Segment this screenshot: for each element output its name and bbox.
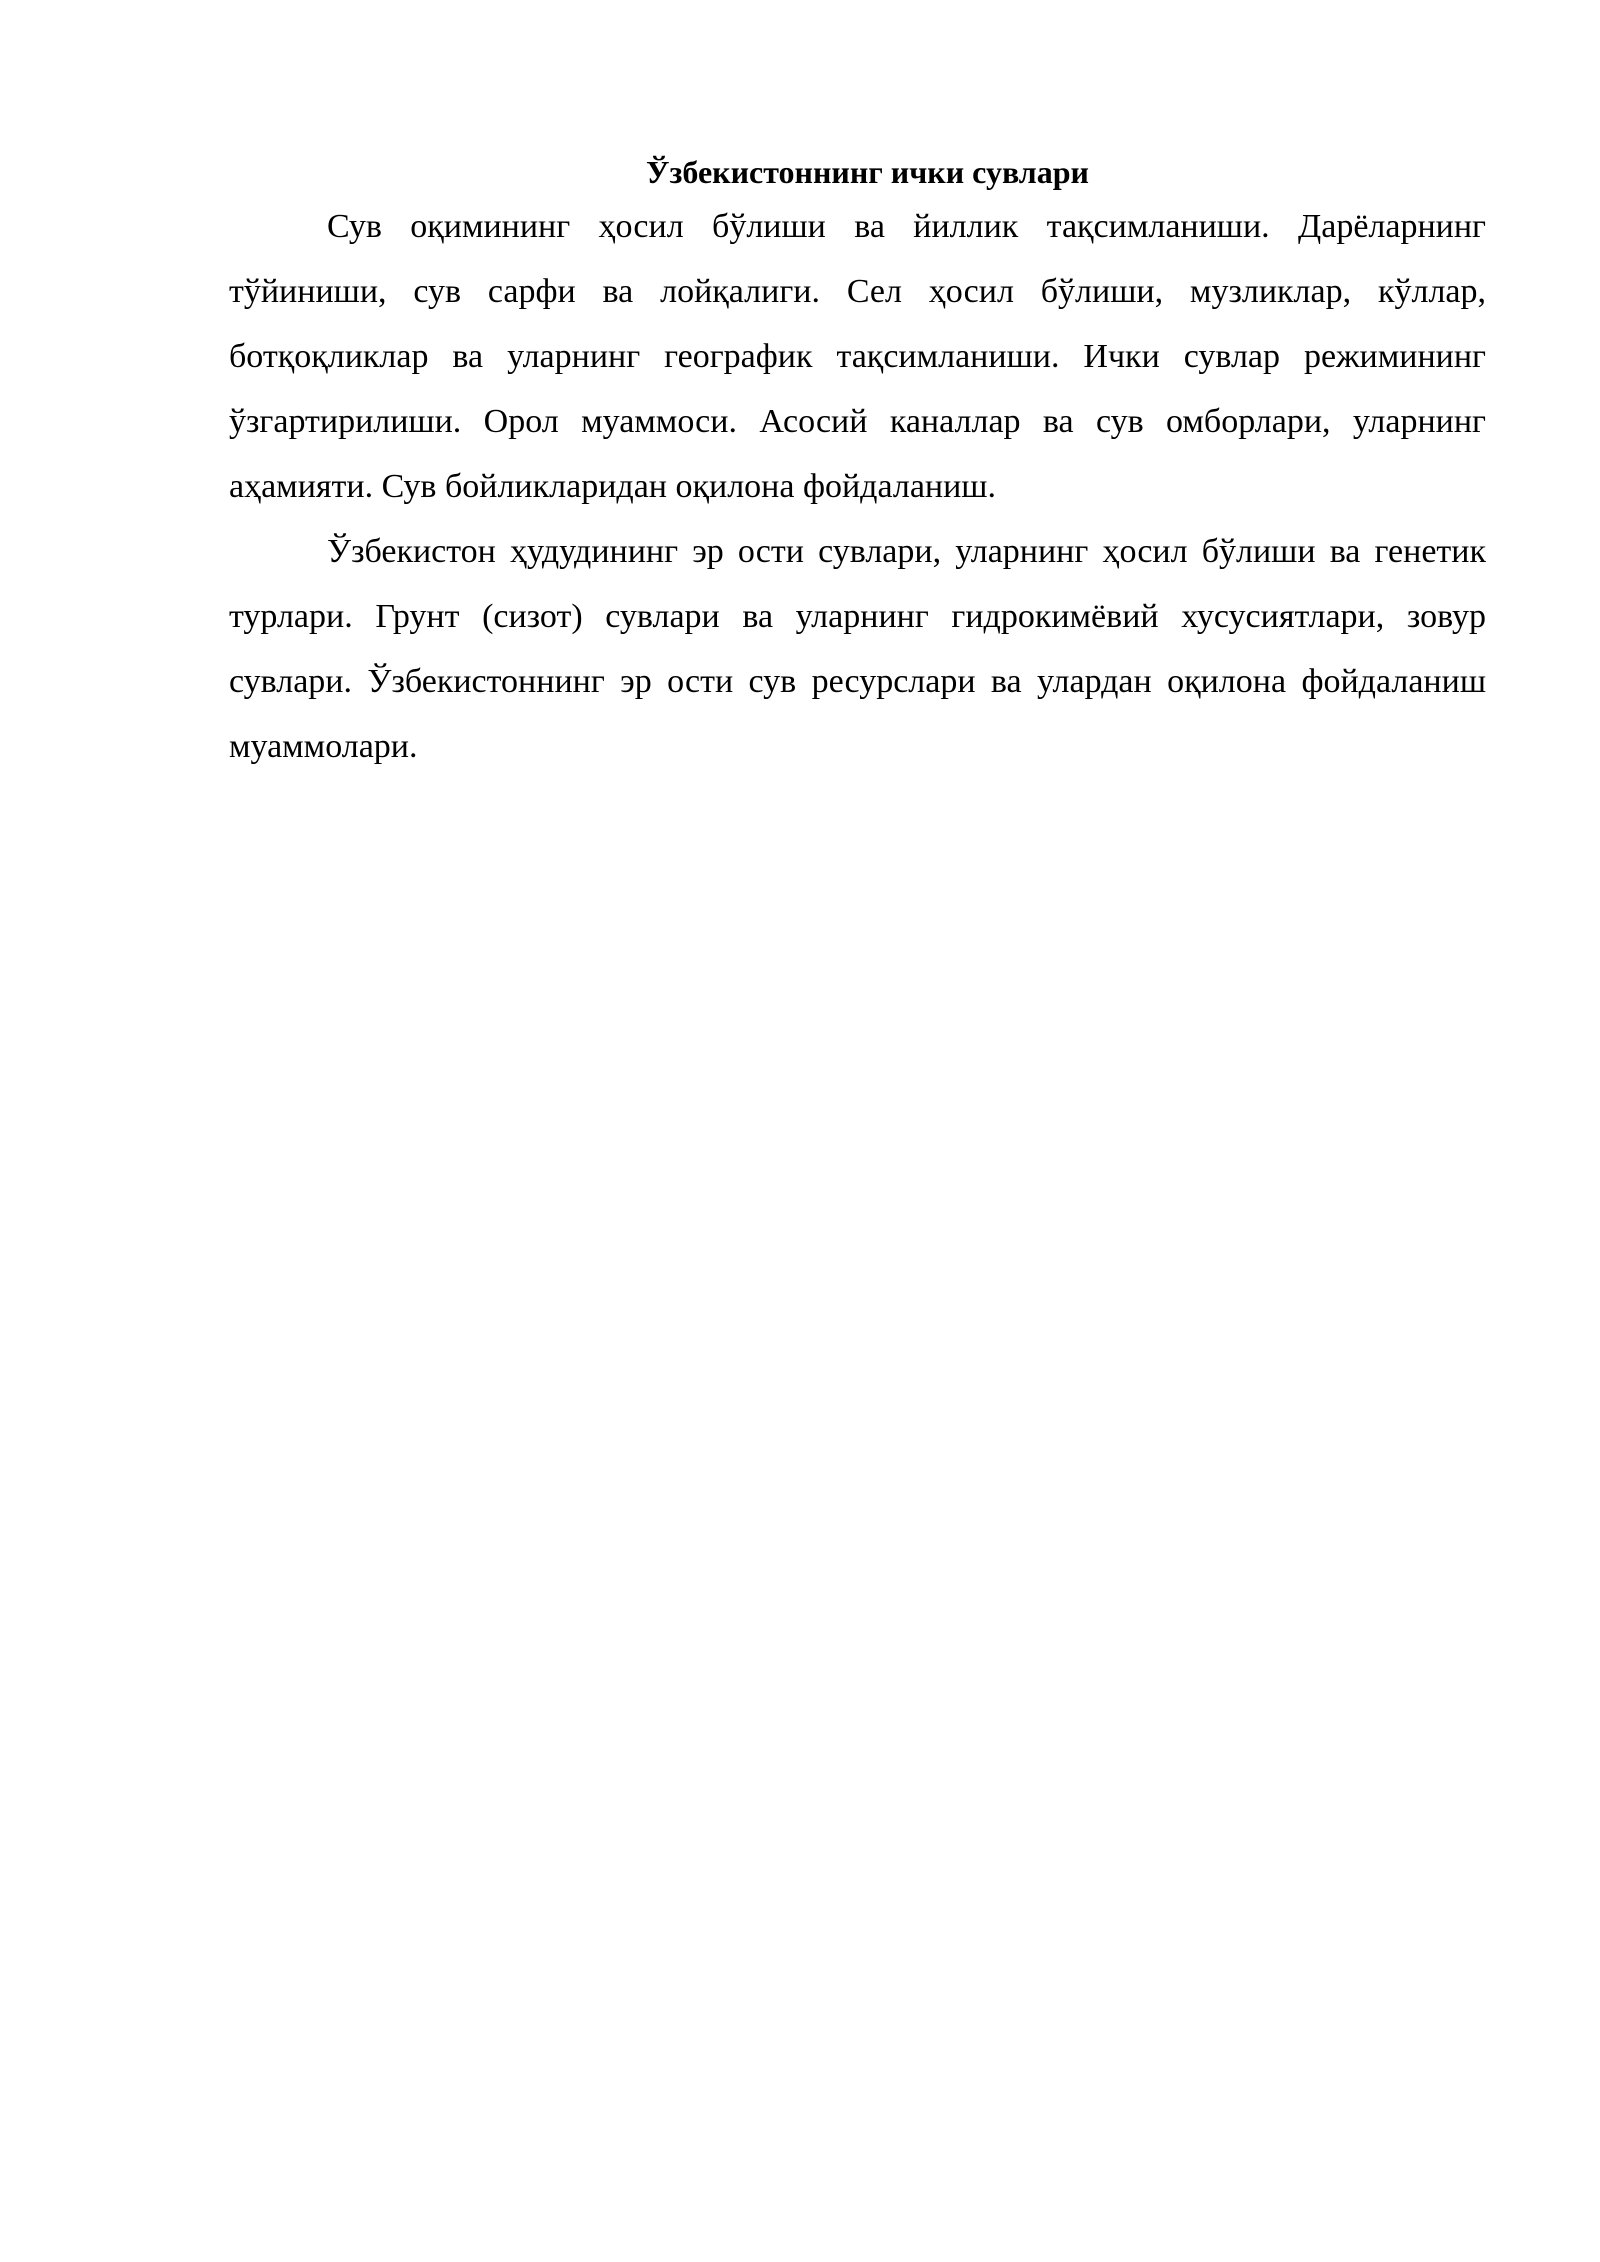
paragraph-ground-waters: Ўзбекистон ҳудудининг эр ости сувлари, уларнинг ҳосил бўлиши ва генетик турлари. Грунт (сизот) сувлари ва уларнинг гидрокимёвий хусусиятлари, зовур сувлари. Ўзбекистоннинг эр ости сув ресурслари ва улардан оқилона фойдаланиш муаммолари.	[229, 533, 1486, 765]
document-body	[229, 150, 1486, 779]
paragraph-surface-waters: Сув оқимининг ҳосил бўлиши ва йиллик тақсимланиши. Дарёларнинг тўйиниши, сув сарфи ва лойқалиги. Сел ҳосил бўлиши, музликлар, кўллар, ботқоқликлар ва уларнинг географик тақсимланиши. Ички сувлар режимининг ўзгартирилиши. Орол муаммоси. Асосий каналлар ва сув омборлари, уларнинг аҳамияти. Сув бойликларидан оқилона фойдаланиш.	[229, 208, 1486, 505]
document-title: Ўзбекистоннинг ички сувлари	[646, 154, 1089, 190]
